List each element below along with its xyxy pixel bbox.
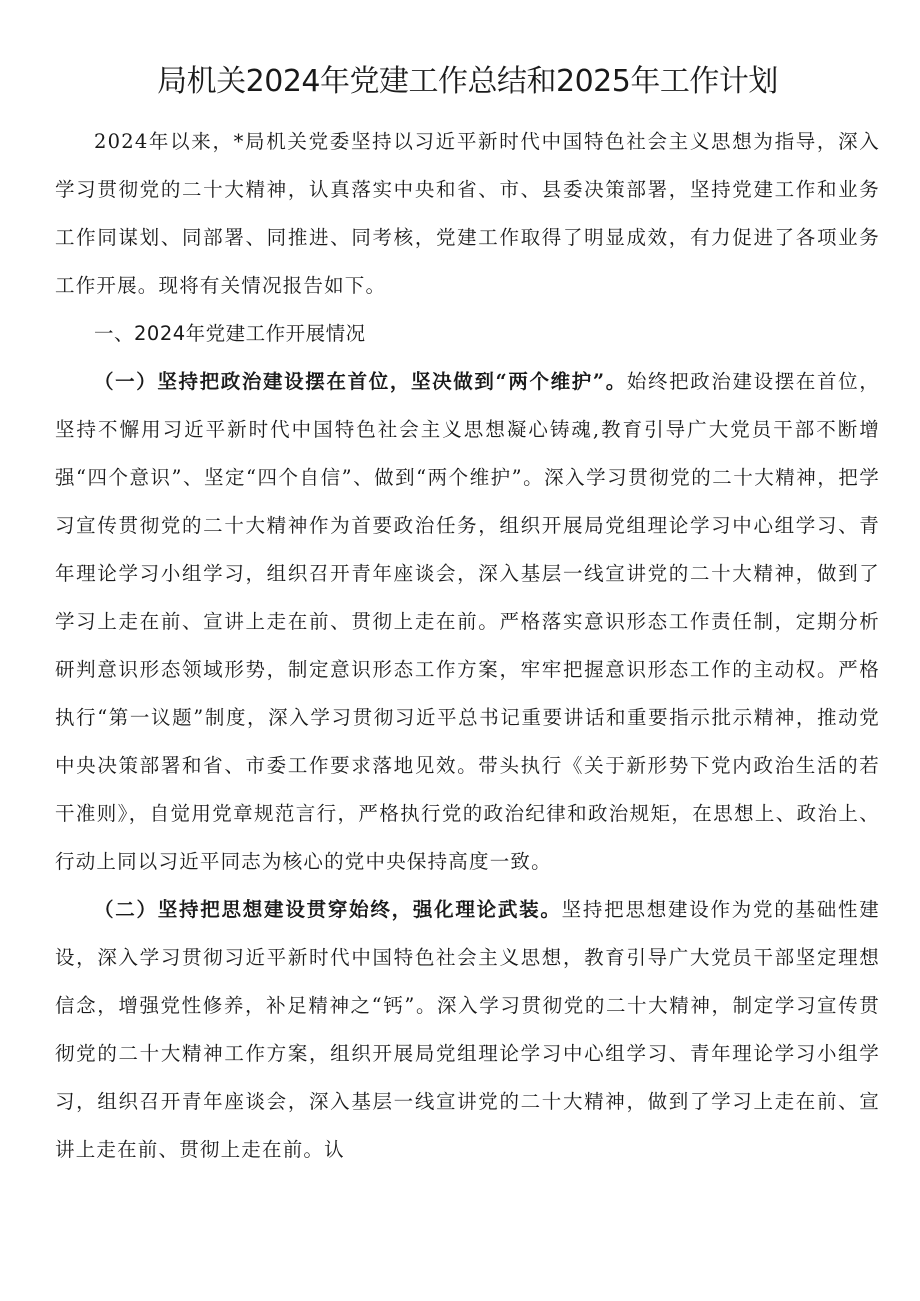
item-paragraph-1	[55, 358, 880, 886]
intro-paragraph: 2024年以来，*局机关党委坚持以习近平新时代中国特色社会主义思想为指导，深入学习贯彻党的二十大精神，认真落实中央和省、市、县委决策部署，坚持党建工作和业务工作同谋划、同部署、同推进、同考核，党建工作取得了明显成效，有力促进了各项业务工作开展。现将有关情况报告如下。	[55, 130, 880, 297]
item-lead-1: （一）坚持把政治建设摆在首位，坚决做到“两个维护”。	[94, 370, 627, 393]
item-body-2: 坚持把思想建设作为党的基础性建设，深入学习贯彻习近平新时代中国特色社会主义思想，教育引导广大党员干部坚定理想信念，增强党性修养，补足精神之“钙”。深入学习贯彻党的二十大精神，制定学习宣传贯彻党的二十大精神工作方案，组织开展局党组理论学习中心组学习、青年理论学习小组学习，组织召开青年座谈会，深入基层一线宣讲党的二十大精神，做到了学习上走在前、宣讲上走在前、贯彻上走在前。认	[55, 898, 880, 1161]
document-title: 局机关2024年党建工作总结和2025年工作计划	[157, 64, 778, 99]
item-lead-2: （二）坚持把思想建设贯穿始终，强化理论武装。	[94, 898, 562, 921]
item-paragraph-2	[55, 886, 880, 1174]
item-body-1: 始终把政治建设摆在首位，坚持不懈用习近平新时代中国特色社会主义思想凝心铸魂,教育引导广大党员干部不断增强“四个意识”、坚定“四个自信”、做到“两个维护”。深入学习贯彻党的二十大精神，把学习宣传贯彻党的二十大精神作为首要政治任务，组织开展局党组理论学习中心组学习、青年理论学习小组学习，组织召开青年座谈会，深入基层一线宣讲党的二十大精神，做到了学习上走在前、宣讲上走在前、贯彻上走在前。严格落实意识形态工作责任制，定期分析研判意识形态领域形势，制定意识形态工作方案，牢牢把握意识形态工作的主动权。严格执行“第一议题”制度，深入学习贯彻习近平总书记重要讲话和重要指示批示精神，推动党中央决策部署和省、市委工作要求落地见效。带头执行《关于新形势下党内政治生活的若干准则》，自觉用党章规范言行，严格执行党的政治纪律和政治规矩，在思想上、政治上、行动上同以习近平同志为核心的党中央保持高度一致。	[55, 370, 880, 873]
section-heading: 一、2024年党建工作开展情况	[94, 322, 366, 345]
